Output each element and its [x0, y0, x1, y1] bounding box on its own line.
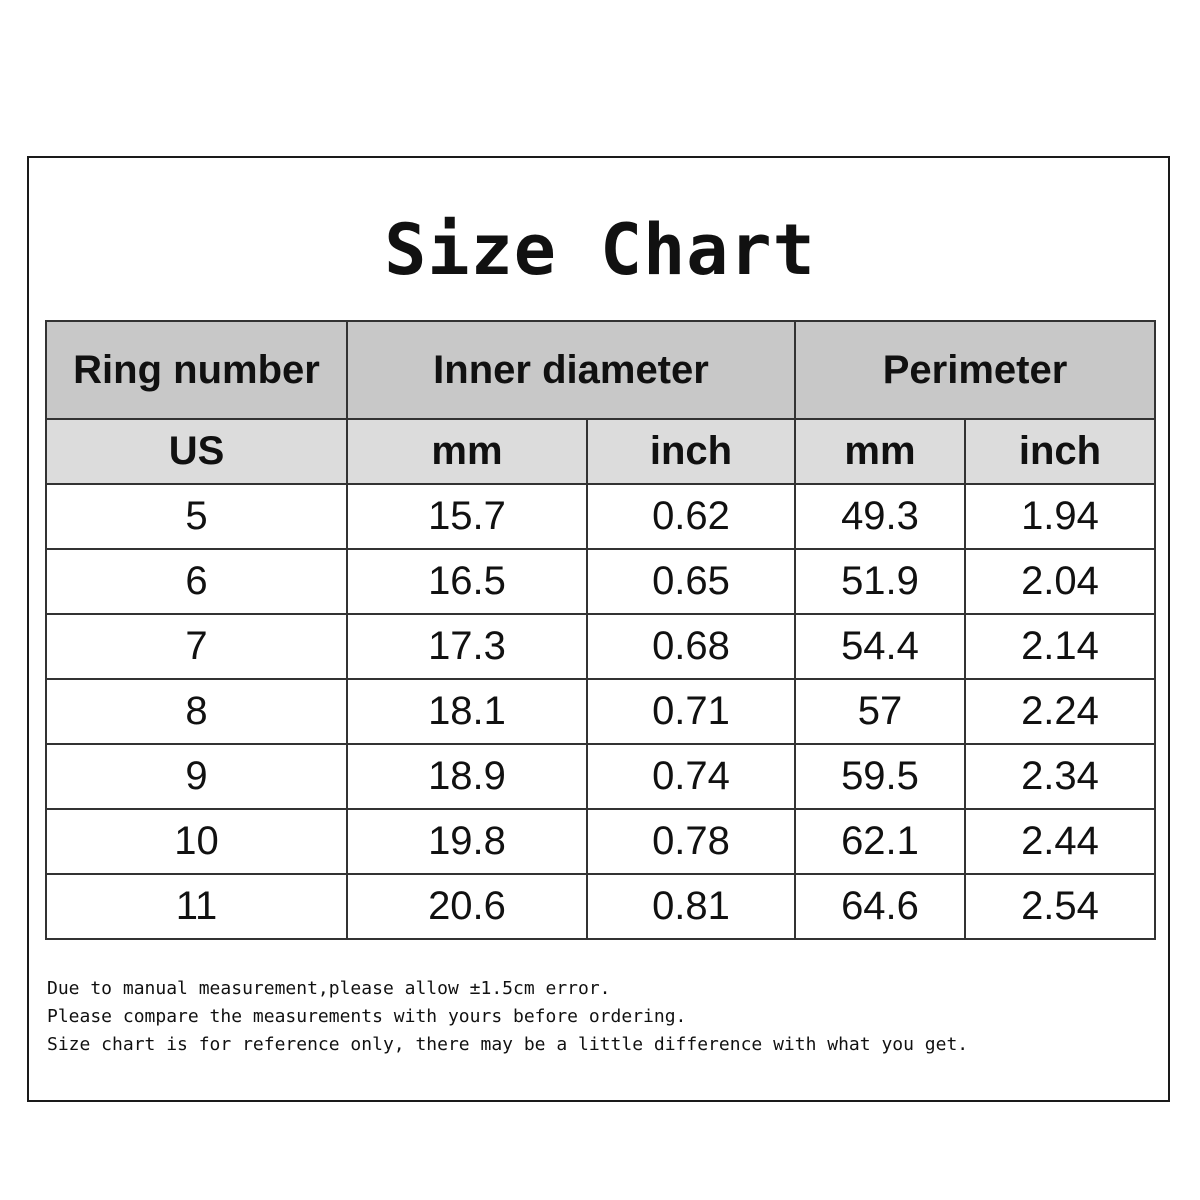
cell-perimeter-mm: 62.1: [795, 809, 965, 874]
cell-inner-inch: 0.68: [587, 614, 795, 679]
cell-perimeter-mm: 64.6: [795, 874, 965, 939]
table-row: [46, 874, 1155, 939]
disclaimer-notes: [47, 975, 1157, 1059]
cell-perimeter-mm: 59.5: [795, 744, 965, 809]
cell-us: 8: [46, 679, 347, 744]
unit-header-inner-inch: inch: [587, 419, 795, 484]
cell-us: 9: [46, 744, 347, 809]
cell-inner-inch: 0.78: [587, 809, 795, 874]
cell-us: 6: [46, 549, 347, 614]
cell-us: 10: [46, 809, 347, 874]
unit-header-perimeter-inch: inch: [965, 419, 1155, 484]
table-row: [46, 549, 1155, 614]
cell-perimeter-inch: 2.34: [965, 744, 1155, 809]
cell-us: 11: [46, 874, 347, 939]
unit-header-inner-mm: mm: [347, 419, 587, 484]
cell-inner-mm: 15.7: [347, 484, 587, 549]
note-line: Please compare the measurements with yours before ordering.: [47, 1006, 687, 1027]
cell-inner-inch: 0.71: [587, 679, 795, 744]
cell-perimeter-mm: 54.4: [795, 614, 965, 679]
cell-perimeter-inch: 2.54: [965, 874, 1155, 939]
cell-inner-inch: 0.65: [587, 549, 795, 614]
header-inner-diameter: Inner diameter: [347, 321, 795, 419]
table-row: [46, 484, 1155, 549]
note-line: Due to manual measurement,please allow ±1.5cm error.: [47, 978, 611, 999]
cell-perimeter-inch: 1.94: [965, 484, 1155, 549]
cell-inner-inch: 0.74: [587, 744, 795, 809]
header-ring-number: Ring number: [46, 321, 347, 419]
cell-inner-mm: 20.6: [347, 874, 587, 939]
table-row: [46, 679, 1155, 744]
cell-inner-mm: 18.9: [347, 744, 587, 809]
cell-perimeter-inch: 2.14: [965, 614, 1155, 679]
unit-header-perimeter-mm: mm: [795, 419, 965, 484]
size-table: [45, 320, 1156, 940]
cell-perimeter-inch: 2.04: [965, 549, 1155, 614]
cell-inner-mm: 16.5: [347, 549, 587, 614]
note-line: Size chart is for reference only, there may be a little difference with what you get.: [47, 1034, 969, 1055]
cell-perimeter-mm: 57: [795, 679, 965, 744]
cell-perimeter-mm: 49.3: [795, 484, 965, 549]
table-row: [46, 614, 1155, 679]
cell-us: 7: [46, 614, 347, 679]
cell-inner-inch: 0.81: [587, 874, 795, 939]
header-perimeter: Perimeter: [795, 321, 1155, 419]
cell-inner-mm: 19.8: [347, 809, 587, 874]
cell-perimeter-inch: 2.44: [965, 809, 1155, 874]
cell-perimeter-mm: 51.9: [795, 549, 965, 614]
table-row: [46, 809, 1155, 874]
cell-perimeter-inch: 2.24: [965, 679, 1155, 744]
cell-inner-mm: 17.3: [347, 614, 587, 679]
table-row: [46, 744, 1155, 809]
cell-inner-inch: 0.62: [587, 484, 795, 549]
unit-header-us: US: [46, 419, 347, 484]
cell-inner-mm: 18.1: [347, 679, 587, 744]
cell-us: 5: [46, 484, 347, 549]
group-header-row: [46, 321, 1155, 419]
page-title: Size Chart: [384, 209, 816, 291]
unit-header-row: [46, 419, 1155, 484]
